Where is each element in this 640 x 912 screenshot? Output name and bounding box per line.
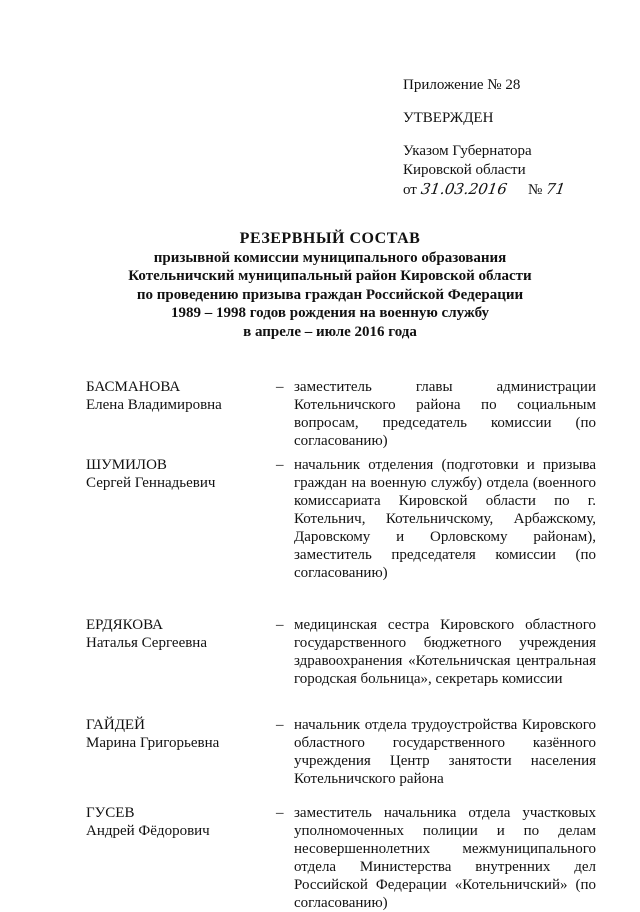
member-name (86, 378, 276, 456)
member-name (86, 456, 276, 616)
member-dash: – (276, 379, 284, 395)
member-surname: БАСМАНОВА (86, 379, 181, 395)
member-entry (86, 716, 596, 804)
member-name (86, 804, 276, 912)
member-surname: ШУМИЛОВ (86, 457, 167, 473)
number-prefix: № (528, 182, 543, 198)
date-prefix: от (403, 182, 417, 198)
approved-stamp-text: УТВЕРЖДЕН (403, 110, 494, 126)
member-given-name: Сергей Геннадьевич (86, 475, 216, 491)
heading-line-1: призывной комиссии муниципального образования (153, 249, 507, 266)
member-entry (86, 616, 596, 716)
member-name (86, 616, 276, 716)
member-role: заместитель начальника отдела участковых уполномоченных полиции и по делам несовершеннолетних межмуниципального отдела Министерства внутренних дел Российской Федерации «Котельничский» (по согласованию) (294, 805, 596, 911)
member-role: заместитель главы администрации Котельничского района по социальным вопросам, председатель комиссии (по согласованию) (294, 379, 596, 449)
decree-line-2: Кировской области (403, 162, 526, 178)
document-heading (60, 230, 600, 341)
member-role: медицинская сестра Кировского областного государственного бюджетного учреждения здравоохранения «Котельничская центральная городская больница», секретарь комиссии (294, 617, 596, 687)
member-entry (86, 804, 596, 912)
member-given-name: Андрей Фёдорович (86, 823, 210, 839)
member-surname: ГУСЕВ (86, 805, 135, 821)
member-role: начальник отделения (подготовки и призыва граждан на военную службу) отдела (военного комиссариата Кировской области по г. Котельнич, Котельничскому, Арбажскому, Даровскому и Орловскому районам), заместитель председателя комиссии (по согласованию) (294, 457, 596, 581)
member-dash: – (276, 617, 284, 633)
member-role: начальник отдела трудоустройства Кировского областного государственного казённого учреждения Центр занятости населения Котельничского района (294, 717, 596, 787)
document-title: РЕЗЕРВНЫЙ СОСТАВ (239, 230, 421, 247)
heading-line-2: Котельничский муниципальный район Кировской области (128, 268, 532, 284)
heading-line-5: в апреле – июле 2016 года (243, 323, 417, 340)
decree-line-1: Указом Губернатора (403, 143, 532, 159)
member-given-name: Марина Григорьевна (86, 735, 220, 751)
member-given-name: Наталья Сергеевна (86, 635, 207, 651)
member-name (86, 716, 276, 804)
member-dash: – (276, 805, 284, 821)
member-surname: ЕРДЯКОВА (86, 617, 163, 633)
member-entry (86, 378, 596, 456)
member-entry (86, 456, 596, 616)
approval-block (403, 76, 623, 200)
member-dash: – (276, 717, 284, 733)
decree-number: 71 (544, 180, 567, 198)
member-surname: ГАЙДЕЙ (86, 717, 145, 733)
member-given-name: Елена Владимировна (86, 397, 222, 413)
members-list (86, 378, 596, 912)
appendix-number: Приложение № 28 (403, 77, 521, 93)
decree-date: 31.03.2016 (419, 180, 508, 198)
heading-line-3: по проведению призыва граждан Российской Федерации (136, 286, 524, 303)
member-dash: – (276, 457, 284, 473)
heading-line-4: 1989 – 1998 годов рождения на военную службу (170, 305, 490, 321)
decree-date-line (403, 180, 623, 200)
